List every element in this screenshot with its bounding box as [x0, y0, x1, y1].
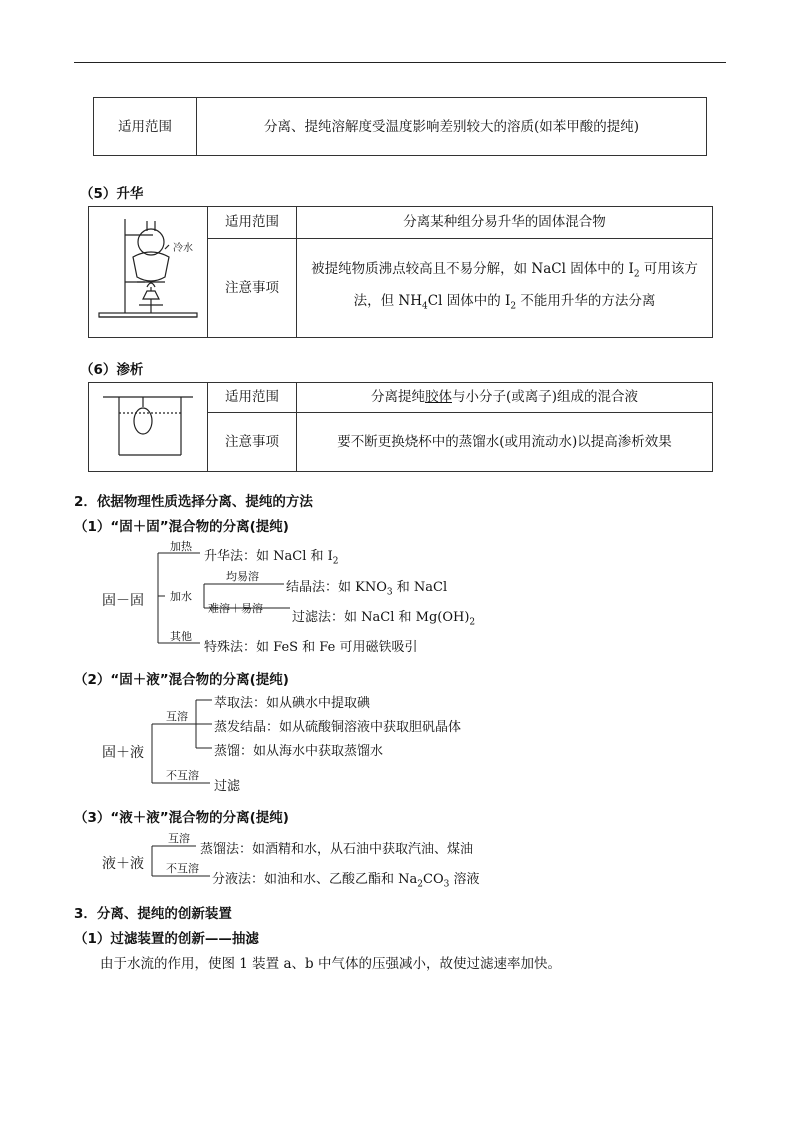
d2-b1b: 蒸发结晶：如从硫酸铜溶液中获取胆矾晶体: [214, 720, 462, 735]
section2-title: 2．依据物理性质选择分离、提纯的方法: [74, 494, 313, 510]
dialysis-row1-value: 分离提纯胶体与小分子(或离子)组成的混合液: [297, 383, 713, 413]
dialysis-row2-label: 注意事项: [208, 412, 297, 471]
d1-b3-cond: 其他: [170, 630, 192, 643]
d2-b1a: 萃取法：如从碘水中提取碘: [214, 696, 371, 711]
sublimation-row1-value: 分离某种组分易升华的固体混合物: [297, 207, 713, 239]
section3-body: 由于水流的作用，使图 1 装置 a、b 中气体的压强减小，故使过滤速率加快。: [100, 956, 561, 972]
dialysis-row2-value: 要不断更换烧杯中的蒸馏水(或用流动水)以提高渗析效果: [297, 412, 713, 471]
d1-root: 固－固: [102, 593, 144, 609]
section2-sub3-title: （3）“液＋液”混合物的分离(提纯): [74, 810, 289, 826]
d2-b2-cond: 不互溶: [166, 769, 199, 782]
d1-b3-result: 特殊法：如 FeS 和 Fe 可用磁铁吸引: [204, 640, 418, 655]
d1-b1-cond: 加热: [170, 540, 192, 553]
d2-root: 固＋液: [102, 745, 144, 761]
d1-b2a-cond: 均易溶: [226, 570, 259, 583]
d3-root: 液＋液: [102, 856, 144, 872]
dialysis-row1-label: 适用范围: [208, 383, 297, 413]
sublimation-row2-label: 注意事项: [208, 238, 297, 337]
d1-b2a-result: 结晶法：如 $KNO_3$ 和 NaCl: [286, 580, 448, 598]
section2-sub1-title: （1）“固＋固”混合物的分离(提纯): [74, 519, 289, 535]
table-value: 分离、提纯溶解度受温度影响差别较大的溶质(如苯甲酸的提纯): [197, 98, 707, 156]
section3-title: 3．分离、提纯的创新装置: [74, 906, 232, 922]
d2-b2-result: 过滤: [214, 779, 241, 794]
d2-b1-cond: 互溶: [166, 710, 188, 723]
d2-b1c: 蒸馏：如从海水中获取蒸馏水: [214, 744, 384, 759]
d3-b2-result: 分液法：如油和水、乙酸乙酯和 $Na_2CO_3$ 溶液: [212, 872, 480, 890]
section6-title: （6）渗析: [80, 362, 144, 378]
d1-b2-cond: 加水: [170, 590, 192, 603]
section5-title: （5）升华: [80, 186, 144, 202]
section2-sub2-title: （2）“固＋液”混合物的分离(提纯): [74, 672, 289, 688]
sublimation-row2-value: 被提纯物质沸点较高且不易分解，如 NaCl 固体中的 $I_2$ 可用该方 法，但 $NH_4Cl$ 固体中的 $I_2$ 不能用升华的方法分离: [297, 238, 713, 337]
section3-sub1-title: （1）过滤装置的创新——抽滤: [74, 931, 259, 947]
d1-b2b-cond: 难溶＋易溶: [208, 602, 263, 615]
d3-b2-cond: 不互溶: [166, 862, 199, 875]
d1-b1-result: 升华法：如 NaCl 和 $I_2$: [204, 549, 339, 567]
cold-water-label: 冷水: [173, 243, 193, 254]
d3-b1-result: 蒸馏法：如酒精和水，从石油中获取汽油、煤油: [200, 842, 474, 857]
sublimation-row1-label: 适用范围: [208, 207, 297, 239]
d3-b1-cond: 互溶: [168, 832, 190, 845]
d1-b2b-result: 过滤法：如 NaCl 和 $Mg(OH)_2$: [292, 610, 476, 628]
table-label: 适用范围: [94, 98, 197, 156]
